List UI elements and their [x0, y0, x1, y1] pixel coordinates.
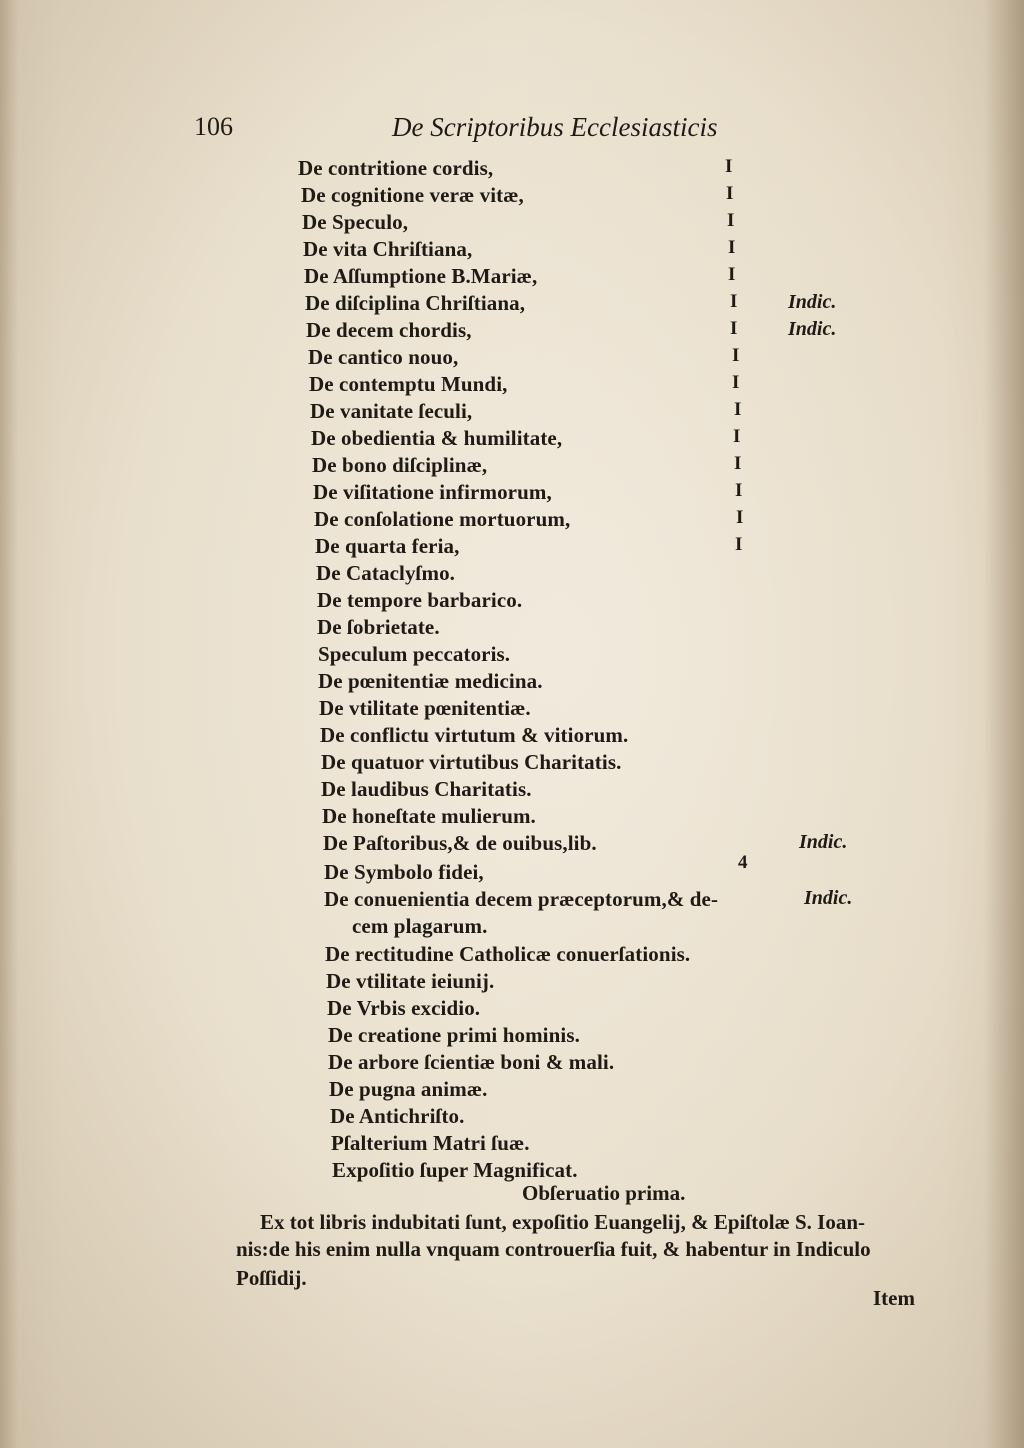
book-count: I [728, 264, 736, 285]
work-title: De Symbolo fidei, [324, 860, 484, 884]
work-title: De cognitione veræ vitæ, [301, 183, 524, 207]
book-count: I [732, 345, 740, 366]
book-count: I [735, 534, 743, 555]
work-title: De bono diſciplinæ, [312, 453, 488, 477]
work-title: De Aſſumptione B.Mariæ, [304, 264, 538, 288]
book-count: I [733, 426, 741, 447]
work-title: De pœnitentiæ medicina. [318, 669, 543, 693]
work-title: cem plagarum. [352, 914, 488, 938]
work-title: Expoſitio ſuper Magnificat. [332, 1158, 578, 1182]
book-count: I [730, 291, 738, 312]
work-title: De ſobrietate. [317, 615, 440, 639]
book-count: I [734, 453, 742, 474]
book-count: 4 [738, 852, 748, 873]
work-title: De honeſtate mulierum. [322, 804, 536, 828]
work-title: De viſitatione infirmorum, [313, 480, 552, 504]
work-title: De conflictu virtutum & vitiorum. [320, 723, 629, 747]
observation-heading: Obſeruatio prima. [522, 1181, 686, 1205]
indiculus-note: Indic. [804, 887, 853, 909]
work-title: De Vrbis excidio. [327, 996, 481, 1020]
book-count: I [736, 507, 744, 528]
work-title: De vanitate ſeculi, [310, 399, 473, 423]
work-title: De contritione cordis, [298, 156, 494, 180]
work-title: De vtilitate pœnitentiæ. [319, 696, 531, 720]
work-title: De Cataclyſmo. [316, 561, 456, 585]
work-title: De laudibus Charitatis. [321, 777, 532, 801]
work-title: De decem chordis, [306, 318, 472, 342]
work-title: De conuenientia decem præceptorum,& de- [324, 887, 719, 911]
book-count: I [735, 480, 743, 501]
work-title: De contemptu Mundi, [309, 372, 508, 396]
work-title: De pugna animæ. [329, 1077, 488, 1101]
book-count: I [725, 156, 733, 177]
paragraph-line: nis:de his enim nulla vnquam controuerſia fuit, & habentur in Indiculo [236, 1237, 871, 1261]
work-title: De creatione primi hominis. [328, 1023, 580, 1047]
paragraph-line: Ex tot libris indubitati ſunt, expoſitio Euangelij, & Epiſtolæ S. Ioan- [260, 1210, 866, 1234]
page-edge-shadow-left [0, 0, 18, 1448]
page-header [0, 112, 1024, 152]
work-title: De cantico nouo, [308, 345, 459, 369]
work-title: De quarta feria, [315, 534, 460, 558]
page-number: 106 [194, 112, 233, 141]
work-title: De Speculo, [302, 210, 409, 234]
indiculus-note: Indic. [788, 318, 837, 340]
work-title: De Antichriſto. [330, 1104, 465, 1128]
indiculus-note: Indic. [788, 291, 837, 313]
running-title: De Scriptoribus Ecclesiasticis [392, 112, 718, 142]
book-count: I [728, 237, 736, 258]
work-title: De vita Chriſtiana, [303, 237, 473, 261]
work-title: De arbore ſcientiæ boni & mali. [328, 1050, 615, 1074]
work-title: De tempore barbarico. [317, 588, 523, 612]
work-title: De rectitudine Catholicæ conuerſationis. [325, 942, 691, 966]
work-title: De vtilitate ieiunij. [326, 969, 495, 993]
book-count: I [732, 372, 740, 393]
catchword: Item [873, 1286, 915, 1310]
work-title: De conſolatione mortuorum, [314, 507, 571, 531]
work-title: Speculum peccatoris. [318, 642, 511, 666]
work-title: De obedientia & humilitate, [311, 426, 563, 450]
book-count: I [730, 318, 738, 339]
book-count: I [727, 210, 735, 231]
indiculus-note: Indic. [799, 831, 848, 853]
work-title: De diſciplina Chriſtiana, [305, 291, 526, 315]
book-count: I [726, 183, 734, 204]
work-title: De quatuor virtutibus Charitatis. [321, 750, 622, 774]
work-title: De Paſtoribus,& de ouibus,lib. [323, 831, 597, 855]
book-count: I [734, 399, 742, 420]
page-edge-shadow-right [984, 0, 1024, 1448]
paragraph-line: Poſſidij. [236, 1266, 307, 1290]
work-title: Pſalterium Matri ſuæ. [331, 1131, 530, 1155]
